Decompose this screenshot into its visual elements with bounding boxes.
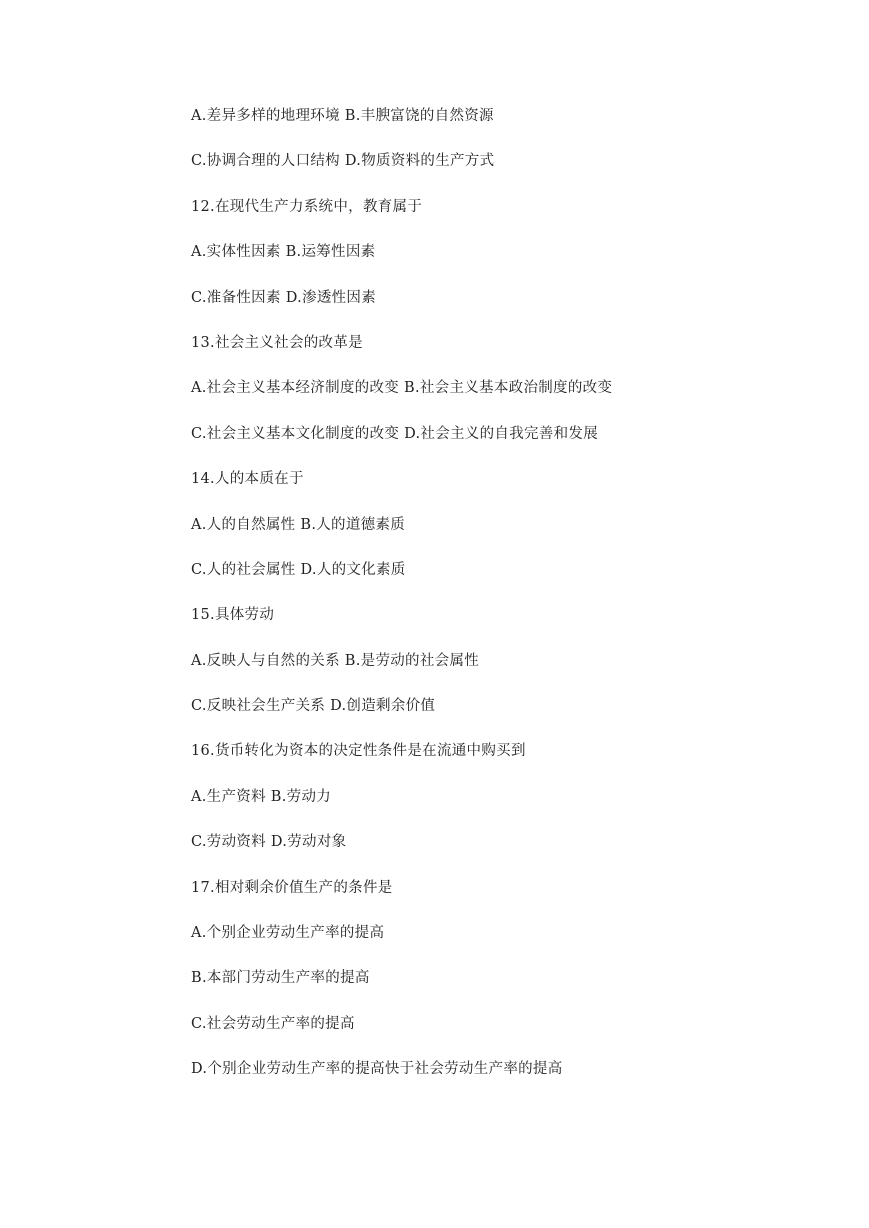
option-line: C.准备性因素 D.渗透性因素 bbox=[191, 289, 377, 306]
option-line: C.反映社会生产关系 D.创造剩余价值 bbox=[191, 698, 436, 715]
document-body bbox=[191, 103, 831, 1102]
option-line: A.差异多样的地理环境 B.丰腴富饶的自然资源 bbox=[191, 108, 494, 124]
option-line: A.反映人与自然的关系 B.是劳动的社会属性 bbox=[191, 652, 480, 669]
option-line: A.社会主义基本经济制度的改变 B.社会主义基本政治制度的改变 bbox=[191, 380, 613, 397]
question-12: 12.在现代生产力系统中，教育属于 bbox=[191, 198, 423, 215]
option-line: A.实体性因素 B.运筹性因素 bbox=[191, 244, 376, 261]
question-16: 16.货币转化为资本的决定性条件是在流通中购买到 bbox=[191, 743, 526, 760]
option-line: A.生产资料 B.劳动力 bbox=[191, 788, 332, 805]
option-line: C.社会主义基本文化制度的改变 D.社会主义的自我完善和发展 bbox=[191, 425, 599, 442]
question-13: 13.社会主义社会的改革是 bbox=[191, 334, 363, 351]
option-line: C.协调合理的人口结构 D.物质资料的生产方式 bbox=[191, 153, 495, 170]
option-line: C.劳动资料 D.劳动对象 bbox=[191, 834, 347, 851]
option-line: A.个别企业劳动生产率的提高 bbox=[191, 925, 385, 942]
question-15: 15.具体劳动 bbox=[191, 607, 275, 624]
option-line: C.社会劳动生产率的提高 bbox=[191, 1015, 355, 1032]
option-line: C.人的社会属性 D.人的文化素质 bbox=[191, 561, 406, 578]
question-17: 17.相对剩余价值生产的条件是 bbox=[191, 879, 393, 896]
option-line: D.个别企业劳动生产率的提高快于社会劳动生产率的提高 bbox=[191, 1061, 563, 1078]
option-line: B.本部门劳动生产率的提高 bbox=[191, 970, 370, 987]
option-line: A.人的自然属性 B.人的道德素质 bbox=[191, 516, 406, 533]
question-14: 14.人的本质在于 bbox=[191, 471, 304, 488]
